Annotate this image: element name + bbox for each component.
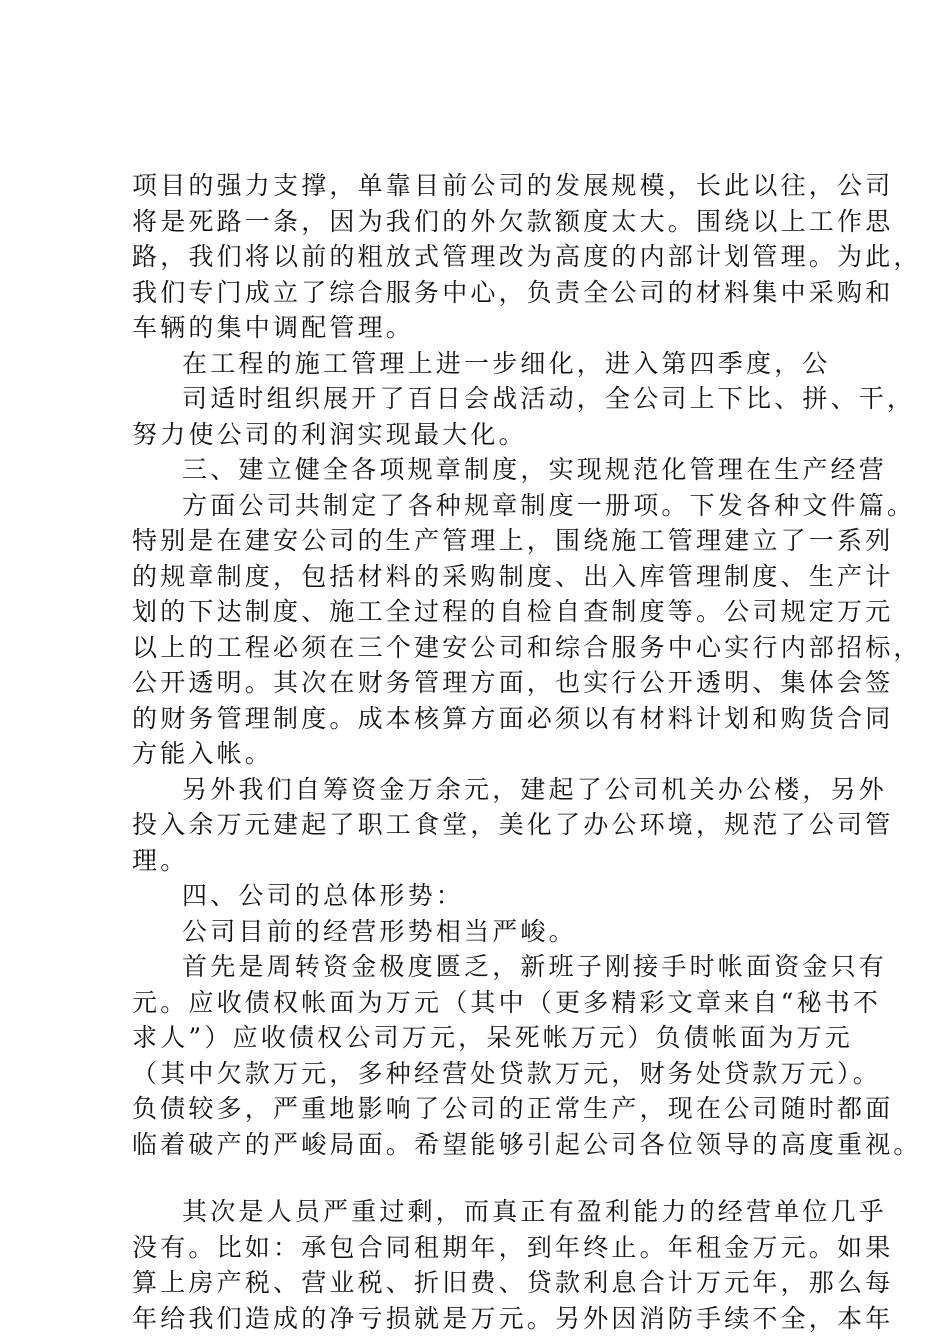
text-line: 方面公司共制定了各种规章制度一册项。下发各种文件篇。 <box>182 491 916 520</box>
text-line: 司适时组织展开了百日会战活动，全公司上下比、拼、干， <box>182 384 916 413</box>
text-line: 临着破产的严峻局面。希望能够引起公司各位领导的高度重视。 <box>132 1130 922 1159</box>
text-line: 投入余万元建起了职工食堂，美化了办公环境，规范了公司管 <box>132 810 894 839</box>
text-line: 项目的强力支撑，单靠目前公司的发展规模，长此以往，公司 <box>132 171 894 200</box>
text-line: 将是死路一条，因为我们的外欠款额度太大。围绕以上工作思 <box>132 207 894 236</box>
text-line: 划的下达制度、施工全过程的自检自查制度等。公司规定万元 <box>132 597 894 626</box>
text-line: 首先是周转资金极度匮乏，新班子刚接手时帐面资金只有 <box>182 952 888 981</box>
text-line: 四、公司的总体形势： <box>182 881 465 910</box>
text-line: 特别是在建安公司的生产管理上，围绕施工管理建立了一系列 <box>132 526 894 555</box>
text-line: 路，我们将以前的粗放式管理改为高度的内部计划管理。为此， <box>132 242 922 271</box>
text-line: 没有。比如：承包合同租期年，到年终止。年租金万元。如果 <box>132 1233 894 1262</box>
text-line: 负债较多，严重地影响了公司的正常生产，现在公司随时都面 <box>132 1094 894 1123</box>
text-line: 三、建立健全各项规章制度，实现规范化管理在生产经营 <box>182 455 888 484</box>
text-line: 我们专门成立了综合服务中心，负责全公司的材料集中采购和 <box>132 278 894 307</box>
text-line: 求人”）应收债权公司万元，呆死帐万元）负债帐面为万元 <box>132 1023 853 1052</box>
text-line: 方能入帐。 <box>132 739 274 768</box>
text-line: 元。应收债权帐面为万元（其中（更多精彩文章来自“秘书不 <box>132 988 882 1017</box>
text-line: （其中欠款万元，多种经营处贷款万元，财务处贷款万元）。 <box>132 1059 881 1088</box>
text-line: 其次是人员严重过剩，而真正有盈利能力的经营单位几乎 <box>182 1197 888 1226</box>
text-line: 以上的工程必须在三个建安公司和综合服务中心实行内部招标， <box>132 633 922 662</box>
text-line: 在工程的施工管理上进一步细化，进入第四季度，公 <box>182 349 831 378</box>
text-line: 的规章制度，包括材料的采购制度、出入库管理制度、生产计 <box>132 562 894 591</box>
text-line: 公司目前的经营形势相当严峻。 <box>182 917 577 946</box>
text-line: 努力使公司的利润实现最大化。 <box>132 420 527 449</box>
text-line: 算上房产税、营业税、折旧费、贷款利息合计万元年，那么每 <box>132 1268 894 1297</box>
text-line: 年给我们造成的净亏损就是万元。另外因消防手续不全，本年 <box>132 1304 894 1333</box>
text-line: 理。 <box>132 846 189 875</box>
text-line: 公开透明。其次在财务管理方面，也实行公开透明、集体会签 <box>132 668 894 697</box>
text-line: 车辆的集中调配管理。 <box>132 313 415 342</box>
text-line: 另外我们自筹资金万余元，建起了公司机关办公楼，另外 <box>182 775 888 804</box>
text-line: 的财务管理制度。成本核算方面必须以有材料计划和购货合同 <box>132 704 894 733</box>
